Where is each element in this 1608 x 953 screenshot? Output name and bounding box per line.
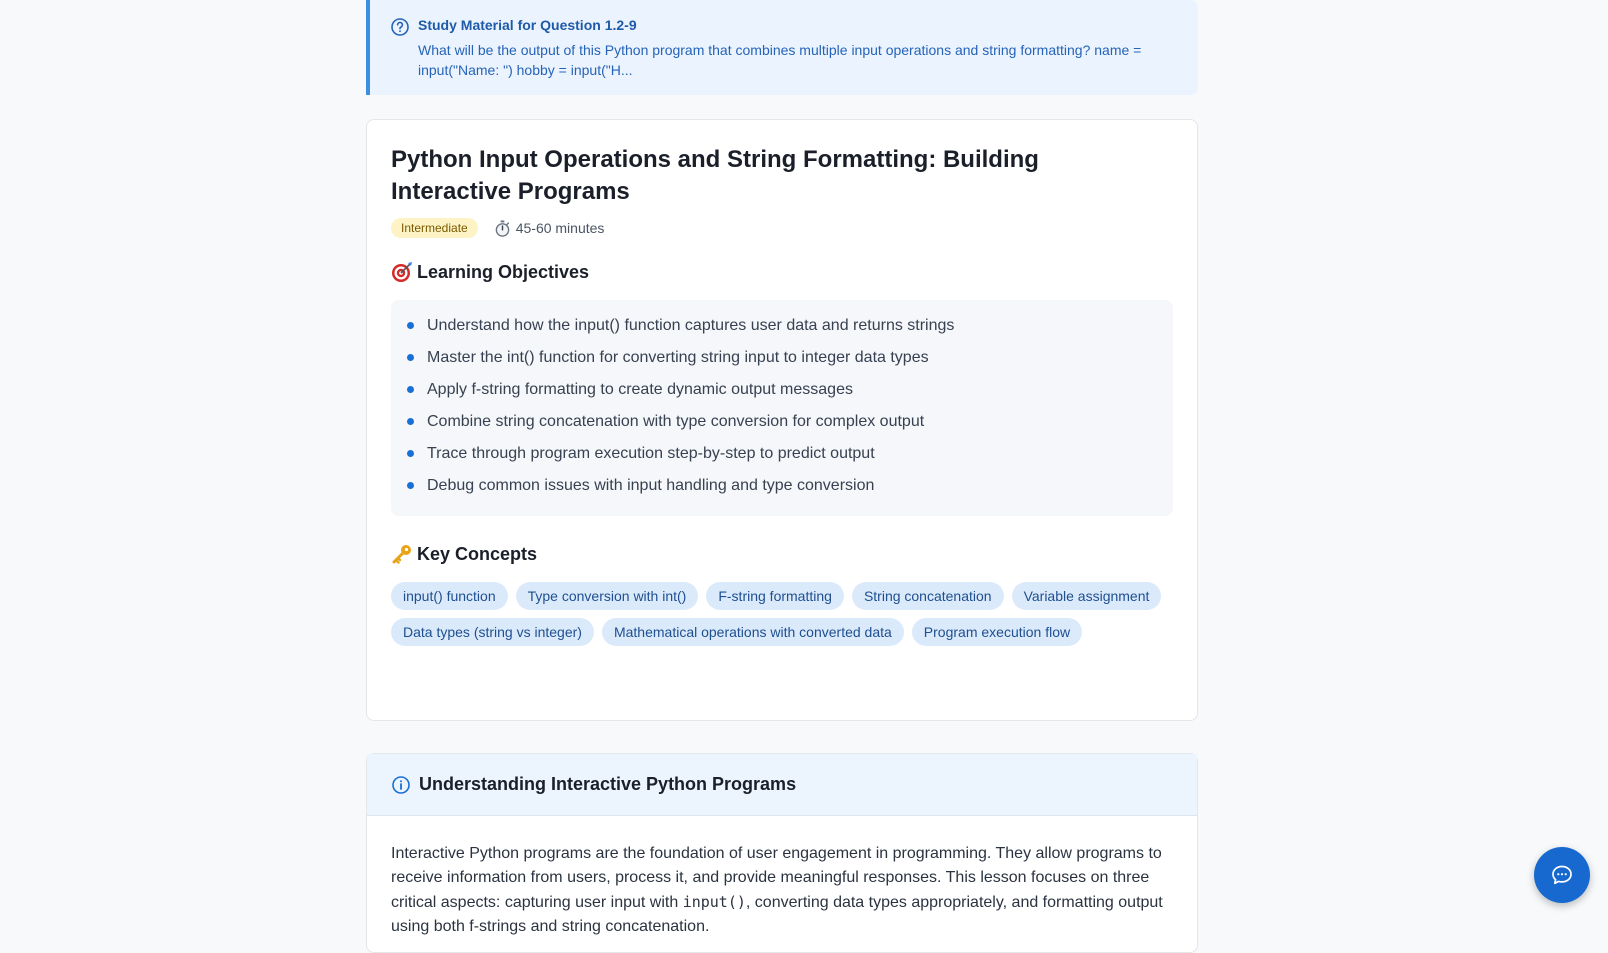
level-badge: Intermediate [391, 218, 478, 238]
concept-tag: Variable assignment [1012, 582, 1162, 610]
objectives-heading-text: Learning Objectives [417, 261, 590, 282]
objective-item: Apply f-string formatting to create dynamic output messages [407, 378, 1157, 410]
concept-tag: String concatenation [852, 582, 1004, 610]
concept-tag: Type conversion with int() [516, 582, 699, 610]
section-title: Understanding Interactive Python Programs [419, 774, 797, 794]
objectives-list [391, 300, 1173, 516]
objective-item: Trace through program execution step-by-step to predict output [407, 442, 1157, 474]
lesson-card [366, 119, 1198, 721]
question-banner [366, 0, 1198, 95]
paragraph-text: , converting data types appropriately, and formatting output using both f-strings and string concatenation. [391, 894, 1163, 935]
stopwatch-icon [494, 220, 511, 237]
chat-bubble-icon [1550, 863, 1574, 887]
question-banner-text: What will be the output of this Python program that combines multiple input operations and string formatting? name = input("Name: ") hobby = input("H... [418, 42, 1142, 78]
key-icon [391, 543, 413, 565]
lesson-meta [391, 216, 1173, 240]
question-circle-icon [390, 17, 410, 37]
duration [494, 220, 605, 237]
objective-item: Master the int() function for converting string input to integer data types [407, 346, 1157, 378]
lesson-title: Python Input Operations and String Formatting: Building Interactive Programs [391, 146, 1039, 205]
question-banner-title: Study Material for Question 1.2-9 [418, 17, 637, 33]
section-card [366, 753, 1198, 953]
section-paragraph [391, 842, 1173, 939]
concept-tag: Program execution flow [912, 618, 1082, 646]
objectives-heading [391, 258, 1173, 286]
concept-tag: Mathematical operations with converted data [602, 618, 904, 646]
concept-tag: Data types (string vs integer) [391, 618, 594, 646]
concepts-heading [391, 540, 1173, 568]
chat-button[interactable] [1534, 847, 1590, 903]
info-circle-icon [391, 775, 411, 795]
objective-item: Combine string concatenation with type conversion for complex output [407, 410, 1157, 442]
concept-tag: input() function [391, 582, 508, 610]
section-header [367, 754, 1197, 816]
target-icon [391, 261, 413, 283]
inline-code: input() [682, 893, 746, 911]
concepts-heading-text: Key Concepts [417, 543, 538, 564]
objective-item: Understand how the input() function captures user data and returns strings [407, 314, 1157, 346]
objective-item: Debug common issues with input handling and type conversion [407, 474, 1157, 506]
concept-tags [391, 582, 1175, 654]
concept-tag: F-string formatting [706, 582, 844, 610]
duration-text: 45-60 minutes [515, 220, 605, 236]
paragraph-text: Interactive Python programs are the foundation of user engagement in programming. They allow programs to receive information from users, process it, and provide meaningful responses. This lesson focuses on three critical aspects: capturing user input with [391, 845, 1162, 911]
section-body [367, 816, 1197, 939]
